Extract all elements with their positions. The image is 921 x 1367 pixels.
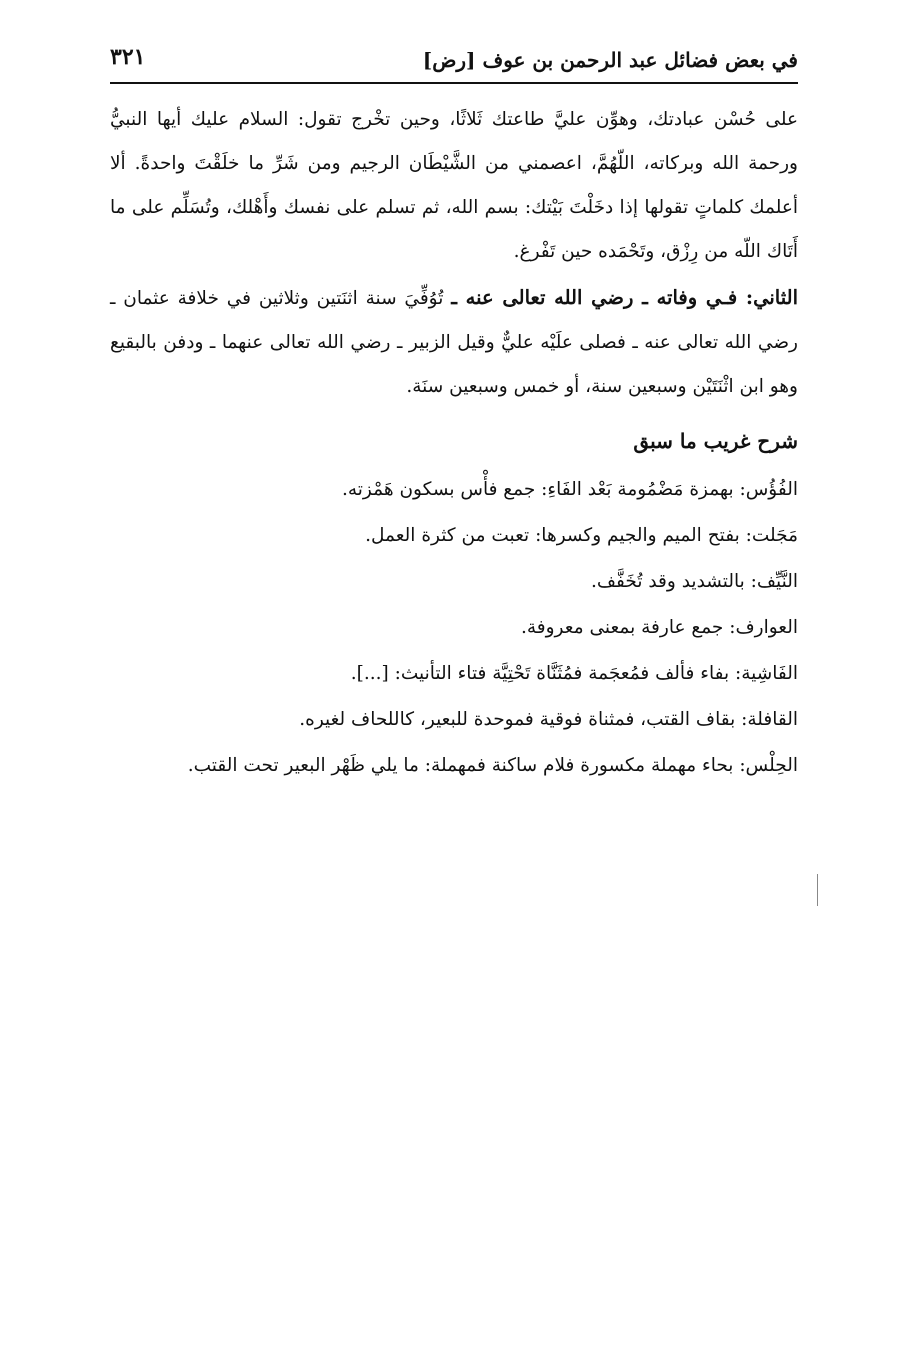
glossary-title: شرح غريب ما سبق — [633, 429, 798, 453]
running-title: في بعض فضائل عبد الرحمن بن عوف [رض] — [422, 48, 798, 72]
glossary-entry: النَّيِّف: بالتشديد وقد تُخَفَّف. — [590, 571, 798, 592]
header-rule — [110, 82, 798, 84]
scan-mark — [817, 874, 818, 906]
paragraph-death-lead: الثاني: فـي وفاته ـ رضي الله تعالى عنه ـ — [451, 286, 798, 309]
page-body — [110, 98, 798, 789]
page-number: ٣٢١ — [110, 44, 146, 70]
glossary-list — [110, 467, 798, 789]
glossary-entry: الحِلْس: بحاء مهملة مكسورة فلام ساكنة فمهملة: ما يلي ظَهْر البعير تحت القتب. — [187, 755, 798, 776]
glossary-entry: القافلة: بقاف القتب، فمثناة فوقية فموحدة للبعير، كاللحاف لغيره. — [299, 709, 798, 730]
running-header — [110, 38, 798, 78]
glossary-entry: الفَاشِية: بفاء فألف فمُعجَمة فمُثَنَّاة تَحْتِيَّة فتاء التأنيث: [...]. — [350, 663, 798, 684]
glossary-entry: الفُؤُس: بهمزة مَضْمُومة بَعْد الفَاءِ: جمع فأْس بسكون هَمْزته. — [341, 479, 798, 500]
paragraph-death-text: تُوُفِّيَ سنة اثنَتين وثلاثين في خلافة عثمان ـ رضي الله تعالى عنه ـ فصلى علَيْه عليٌّ وقيل الزبير ـ رضي الله تعالى عنهما ـ ودفن بالبقيع وهو ابن اثْنَتَيْن وسبعين سنة، أو خمس وسبعين سنَة. — [110, 288, 798, 397]
glossary-entry: مَجَلت: بفتح الميم والجيم وكسرها: تعبت من كثرة العمل. — [365, 525, 798, 546]
paragraph-supplication: على حُسْن عبادتك، وهوِّن عليَّ طاعتك ثَلاثًا، وحين تخْرج تقول: السلام عليك أيها النبيُّ ورحمة الله وبركاته، اللّهُمَّ، اعصمني من الشَّيْطَان الرجيم ومن شَرِّ ما خلَقْتَ واحدةً. ألا أعلمك كلماتٍ تقولها إذا دخَلْتَ بَيْتك: بسم الله، ثم تسلم على نفسك وأَهْلك، وتُسَلِّم على ما أَتَاك اللّه من رِزْق، وتَحْمَده حين تَفْرغ. — [110, 109, 798, 262]
glossary-entry: العوارف: جمع عارفة بمعنى معروفة. — [520, 617, 798, 638]
paragraph-death — [110, 276, 798, 409]
